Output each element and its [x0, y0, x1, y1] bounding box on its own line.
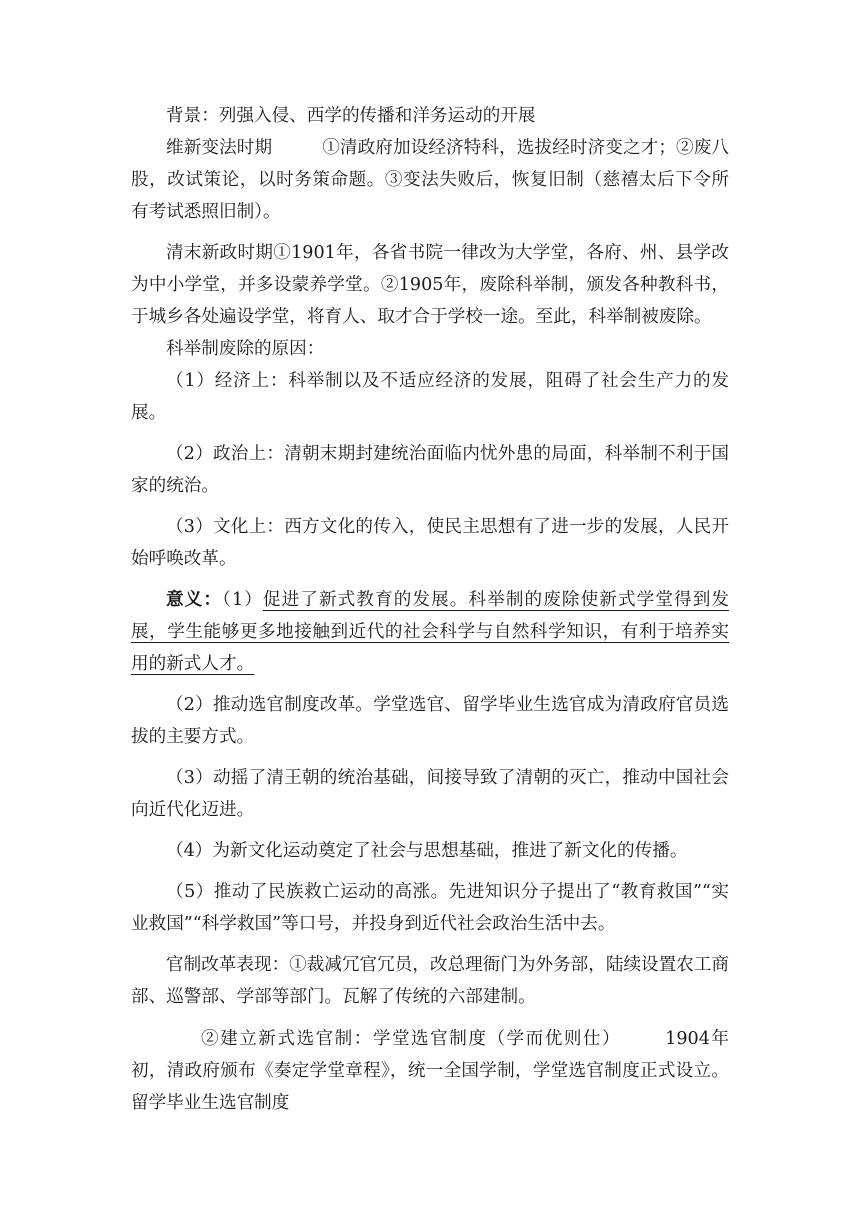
- significance-num: （1）: [222, 590, 263, 610]
- reform-period-text: ①清政府加设经济特科，选拔经时济变之才；②废八股，改试策论，以时务策命题。③变法失败后，恢复旧制（慈禧太后下令所有考试悉照旧制）。: [131, 138, 729, 222]
- paragraph-significance-4: （4）为新文化运动奠定了社会与思想基础，推进了新文化的传播。: [166, 841, 688, 861]
- paragraph-new-selection: [131, 1023, 729, 1119]
- paragraph-significance-2: （2）推动选官制度改革。学堂选官、留学毕业生选官成为清政府官员选拔的主要方式。: [131, 695, 729, 747]
- paragraph-abolition-reasons: 科举制废除的原因：: [166, 339, 325, 359]
- document-page: [131, 100, 729, 1119]
- paragraph-new-policy: 清末新政时期①1901年，各省书院一律改为大学堂，各府、州、县学改为中小学堂，并多设蒙养学堂。②1905年，废除科举制，颁发各种教科书，于城乡各处遍设学堂，将育人、取才合于学校一途。至此，科举制被废除。: [131, 243, 729, 327]
- paragraph-reason-cultural: （3）文化上：西方文化的传入，使民主思想有了进一步的发展，人民开始呼唤改革。: [131, 517, 729, 569]
- paragraph-significance-5: （5）推动了民族救亡运动的高涨。先进知识分子提出了“教育救国”“实业救国”“科学救国”等口号，并投身到近代社会政治生活中去。: [131, 882, 729, 934]
- new-selection-a: ②建立新式选官制：学堂选官制度（学而优则仕）: [201, 1029, 622, 1049]
- reform-period-label: 维新变法时期: [166, 138, 273, 158]
- paragraph-background: 背景：列强入侵、西学的传播和洋务运动的开展: [166, 106, 536, 126]
- paragraph-reason-political: （2）政治上：清朝末期封建统治面临内忧外患的局面，科举制不利于国家的统治。: [131, 444, 729, 496]
- paragraph-official-reform: 官制改革表现：①裁减冗官冗员，改总理衙门为外务部，陆续设置农工商部、巡警部、学部等部门。瓦解了传统的六部建制。: [131, 955, 730, 1007]
- paragraph-reform-period: [131, 132, 729, 228]
- paragraph-significance-3: （3）动摇了清王朝的统治基础，间接导致了清朝的灭亡，推动中国社会向近代化迈进。: [131, 768, 729, 820]
- new-selection-b: 1904年初，清政府颁布《奏定学堂章程》，统一全国学制，学堂选官制度正式设立。留学毕业生选官制度: [131, 1029, 729, 1113]
- significance-label: 意义：: [166, 589, 223, 610]
- paragraph-significance-1: [131, 584, 729, 680]
- paragraph-reason-economic: （1）经济上：科举制以及不适应经济的发展，阻碍了社会生产力的发展。: [131, 371, 729, 423]
- significance-underlined-text: 促进了新式教育的发展。科举制的废除使新式学堂得到发展，学生能够更多地接触到近代的社会科学与自然科学知识，有利于培养实用的新式人才。: [131, 590, 729, 674]
